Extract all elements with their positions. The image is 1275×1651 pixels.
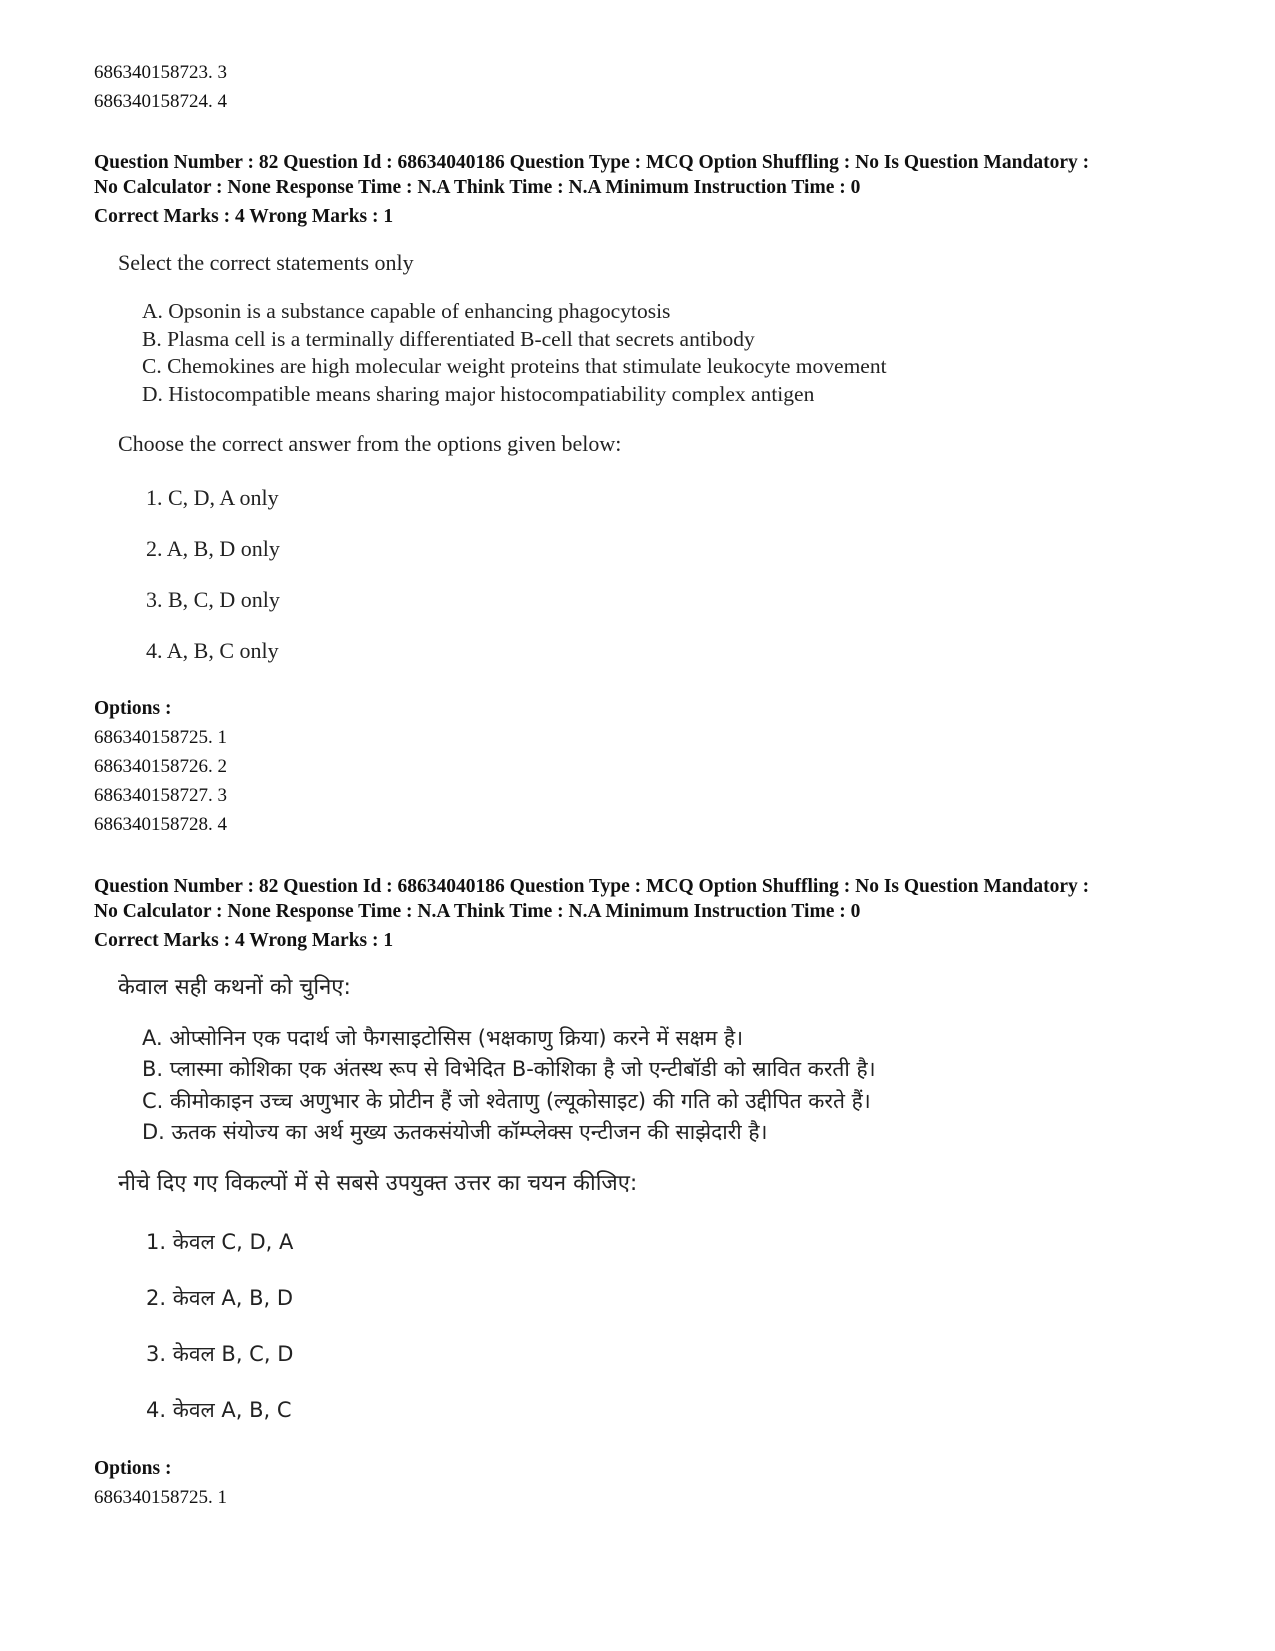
answer-choice: 3. केवल B, C, D — [146, 1341, 294, 1366]
statement-item: C. Chemokines are high molecular weight proteins that stimulate leukocyte movement — [142, 354, 887, 378]
question-content — [118, 249, 1204, 665]
statement-item: C. कीमोकाइन उच्च अणुभार के प्रोटीन हैं जो श्वेताणु (ल्यूकोसाइट) की गति को उद्दीपित करते हैं। — [142, 1088, 871, 1113]
statement-item: D. Histocompatible means sharing major histocompatiability complex antigen — [142, 381, 815, 406]
option-id-line: 686340158723. 3 — [94, 62, 227, 83]
question-content — [118, 973, 1204, 1425]
question-stem: केवाल सही कथनों को चुनिए: — [118, 974, 351, 1000]
statement-item: A. ओप्सोनिन एक पदार्थ जो फैगसाइटोसिस (भक्षकाणु क्रिया) करने में सक्षम है। — [142, 1025, 744, 1050]
answer-choice-list — [118, 1227, 1204, 1425]
options-section — [94, 695, 1204, 839]
question-meta-line: Question Number : 82 Question Id : 68634040186 Question Type : MCQ Option Shuffling : No Is Question Mandatory : — [94, 876, 1090, 897]
options-heading: Options : — [94, 698, 172, 719]
statement-item: A. Opsonin is a substance capable of enhancing phagocytosis — [142, 299, 671, 323]
choose-instruction: नीचे दिए गए विकल्पों में से सबसे उपयुक्त उत्तर का चयन कीजिए: — [118, 1170, 638, 1196]
answer-choice: 1. केवल C, D, A — [146, 1229, 294, 1254]
option-id-line: 686340158725. 1 — [94, 1486, 227, 1508]
statement-item: D. ऊतक संयोज्य का अर्थ मुख्य ऊतकसंयोजी कॉम्प्लेक्स एन्टीजन की साझेदारी है। — [142, 1120, 768, 1144]
document-page — [94, 58, 1204, 1512]
answer-choice: 3. B, C, D only — [146, 587, 280, 612]
question-meta-line: Question Number : 82 Question Id : 68634040186 Question Type : MCQ Option Shuffling : No Is Question Mandatory : — [94, 152, 1090, 173]
previous-options-list — [94, 58, 1204, 116]
statement-list — [142, 1023, 1204, 1149]
answer-choice: 1. C, D, A only — [146, 485, 279, 510]
statement-item: B. प्लास्मा कोशिका एक अंतस्थ रूप से विभेदित B-कोशिका है जो एन्टीबॉडी को स्रावित करती है। — [142, 1057, 876, 1081]
question-stem: Select the correct statements only — [118, 250, 414, 275]
question-block-english — [94, 151, 1204, 839]
statement-list — [142, 298, 1204, 408]
option-id-line: 686340158726. 2 — [94, 756, 227, 777]
answer-choice-list — [118, 484, 1204, 665]
options-heading: Options : — [94, 1457, 172, 1479]
option-id-line: 686340158727. 3 — [94, 785, 227, 806]
answer-choice: 2. A, B, D only — [146, 536, 280, 561]
answer-choice: 4. केवल A, B, C — [146, 1397, 292, 1422]
option-id-line: 686340158724. 4 — [94, 91, 227, 112]
statement-item: B. Plasma cell is a terminally differentiated B-cell that secrets antibody — [142, 326, 755, 351]
option-id-line: 686340158728. 4 — [94, 814, 227, 835]
option-id-line: 686340158725. 1 — [94, 727, 227, 748]
marks-line: Correct Marks : 4 Wrong Marks : 1 — [94, 930, 394, 951]
question-block-hindi — [94, 875, 1204, 1512]
options-section — [94, 1455, 1204, 1512]
question-meta-line: No Calculator : None Response Time : N.A Think Time : N.A Minimum Instruction Time : 0 — [94, 900, 861, 922]
answer-choice: 2. केवल A, B, D — [146, 1285, 294, 1310]
answer-choice: 4. A, B, C only — [146, 638, 279, 663]
question-meta-line: No Calculator : None Response Time : N.A Think Time : N.A Minimum Instruction Time : 0 — [94, 176, 861, 198]
marks-line: Correct Marks : 4 Wrong Marks : 1 — [94, 206, 394, 227]
choose-instruction: Choose the correct answer from the options given below: — [118, 431, 622, 456]
